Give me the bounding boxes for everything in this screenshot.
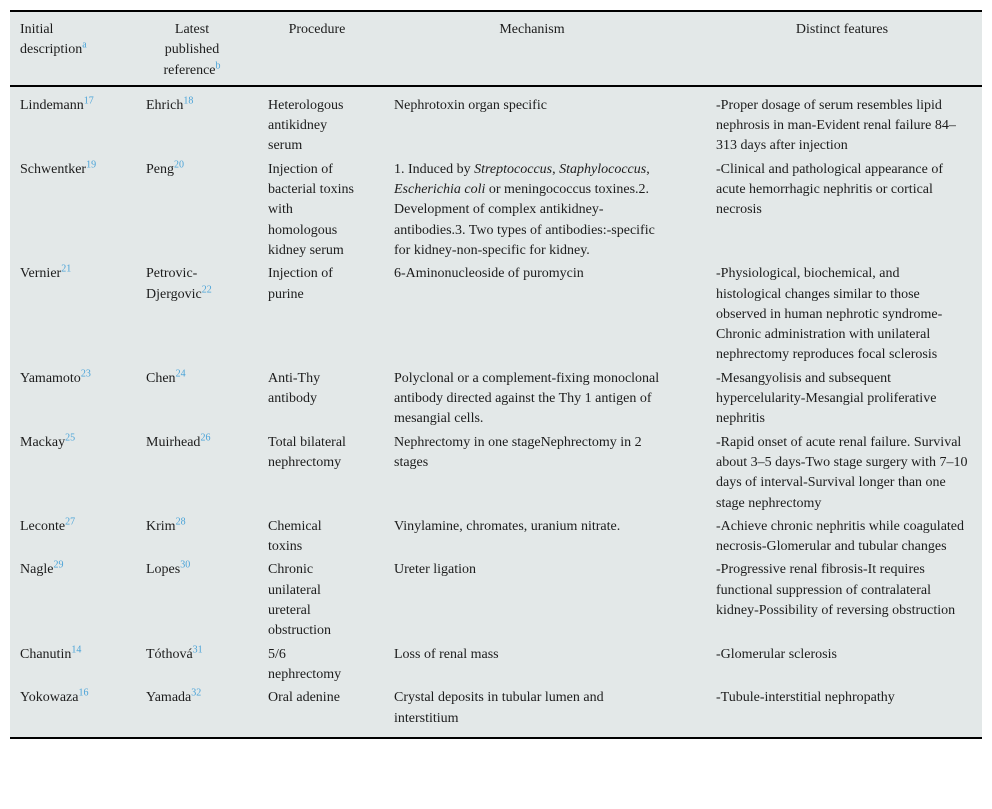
mechanism-cell bbox=[388, 159, 710, 263]
table-row bbox=[10, 368, 982, 432]
procedure-cell: Chronic unilateral ureteral obstruction bbox=[268, 562, 331, 639]
table-body bbox=[10, 86, 982, 738]
table-row bbox=[10, 687, 982, 738]
col-header-latest-reference bbox=[138, 11, 260, 86]
table-row bbox=[10, 516, 982, 560]
initial-description-cell bbox=[10, 516, 138, 560]
procedure-cell: Total bilateral nephrectomy bbox=[268, 434, 346, 470]
latest-author-name: Peng bbox=[146, 161, 174, 177]
mechanism-text: , bbox=[646, 161, 650, 177]
col-header-initial-description bbox=[10, 11, 138, 86]
mechanism-text: or meningococcus toxines.2. Development of complex antikidney-antibodies.3. Two types of antibodies:-specific for kidney-non-specific for kidney. bbox=[394, 182, 655, 258]
initial-description-cell bbox=[10, 687, 138, 738]
col-header-latest-reference-label: Latest published reference bbox=[163, 22, 220, 78]
citation-reference-link[interactable]: 22 bbox=[201, 283, 212, 295]
mechanism-text-italic: Escherichia coli bbox=[394, 182, 486, 198]
mechanism-text: 6-Aminonucleoside of puromycin bbox=[394, 266, 584, 282]
mechanism-text: Polyclonal or a complement-fixing monoclonal antibody directed against the Thy 1 antigen of mesangial cells. bbox=[394, 370, 660, 427]
col-header-distinct-features bbox=[710, 11, 982, 86]
citation-reference-link[interactable]: 18 bbox=[183, 95, 194, 107]
initial-author-name: Nagle bbox=[20, 562, 54, 578]
mechanism-text: Nephrotoxin organ specific bbox=[394, 97, 547, 113]
latest-author-name: Yamada bbox=[146, 690, 192, 706]
animal-model-reference-table bbox=[10, 10, 982, 739]
citation-reference-link[interactable]: 32 bbox=[191, 687, 202, 699]
mechanism-text: Vinylamine, chromates, uranium nitrate. bbox=[394, 518, 621, 534]
initial-description-cell bbox=[10, 159, 138, 263]
features-cell: -Progressive renal fibrosis-It requires functional suppression of contralateral kidney-Possibility of reversing obstruction bbox=[716, 562, 956, 619]
mechanism-cell bbox=[388, 644, 710, 688]
citation-reference-link[interactable]: 26 bbox=[200, 431, 211, 443]
latest-reference-cell bbox=[138, 368, 260, 432]
citation-reference-link[interactable]: 31 bbox=[192, 643, 203, 655]
latest-reference-cell bbox=[138, 687, 260, 738]
features-cell: -Tubule-interstitial nephropathy bbox=[716, 690, 895, 706]
mechanism-cell bbox=[388, 263, 710, 367]
initial-description-cell bbox=[10, 644, 138, 688]
citation-reference-link[interactable]: 27 bbox=[65, 516, 76, 528]
mechanism-cell bbox=[388, 368, 710, 432]
latest-reference-cell bbox=[138, 159, 260, 263]
table-row bbox=[10, 263, 982, 367]
latest-author-name: Ehrich bbox=[146, 97, 184, 113]
citation-reference-link[interactable]: 28 bbox=[175, 516, 186, 528]
latest-reference-cell bbox=[138, 516, 260, 560]
latest-reference-cell bbox=[138, 644, 260, 688]
initial-author-name: Schwentker bbox=[20, 161, 87, 177]
table-row bbox=[10, 159, 982, 263]
mechanism-cell bbox=[388, 687, 710, 738]
col-header-distinct-features-label: Distinct features bbox=[795, 22, 889, 37]
procedure-cell: Injection of purine bbox=[268, 266, 333, 302]
initial-author-name: Mackay bbox=[20, 434, 66, 450]
features-cell: -Proper dosage of serum resembles lipid nephrosis in man-Evident renal failure 84–313 days after injection bbox=[716, 97, 956, 154]
col-header-initial-description-label: Initial description bbox=[20, 22, 83, 58]
header-row bbox=[10, 11, 982, 86]
latest-author-name: Lopes bbox=[146, 562, 181, 578]
citation-reference-link[interactable]: 25 bbox=[65, 431, 76, 443]
initial-description-cell bbox=[10, 368, 138, 432]
citation-reference-link[interactable]: 21 bbox=[61, 263, 72, 275]
features-cell: -Clinical and pathological appearance of acute hemorrhagic nephritis or cortical necrosis bbox=[716, 161, 944, 218]
initial-description-cell bbox=[10, 559, 138, 643]
initial-description-cell bbox=[10, 86, 138, 159]
features-cell: -Glomerular sclerosis bbox=[716, 646, 837, 662]
mechanism-text: Loss of renal mass bbox=[394, 646, 499, 662]
citation-reference-link[interactable]: 14 bbox=[71, 643, 82, 655]
mechanism-cell bbox=[388, 516, 710, 560]
procedure-cell: Anti-Thy antibody bbox=[268, 370, 321, 407]
col-header-procedure-label: Procedure bbox=[288, 22, 346, 37]
features-cell: -Physiological, biochemical, and histological changes similar to those observed in human nephrotic syndrome-Chronic administration with unilateral nephrectomy reproduces focal sclerosis bbox=[716, 266, 943, 363]
latest-author-name: Tóthová bbox=[146, 646, 193, 662]
initial-author-name: Lindemann bbox=[20, 97, 84, 113]
citation-reference-link[interactable]: 23 bbox=[80, 368, 91, 380]
mechanism-text: Crystal deposits in tubular lumen and interstitium bbox=[394, 690, 604, 726]
citation-reference-link[interactable]: 30 bbox=[180, 559, 191, 571]
latest-reference-cell bbox=[138, 432, 260, 516]
features-cell: -Mesangyolisis and subsequent hypercelularity-Mesangial proliferative nephritis bbox=[716, 370, 937, 427]
mechanism-text: Ureter ligation bbox=[394, 562, 477, 578]
citation-reference-link[interactable]: 16 bbox=[78, 687, 89, 699]
latest-author-name: Muirhead bbox=[146, 434, 201, 450]
footnote-marker-b[interactable]: b bbox=[215, 59, 221, 71]
mechanism-text-italic: Staphylococcus bbox=[559, 161, 647, 177]
latest-reference-cell bbox=[138, 86, 260, 159]
mechanism-text-italic: Streptococcus bbox=[474, 161, 553, 177]
citation-reference-link[interactable]: 24 bbox=[175, 368, 186, 380]
table-row bbox=[10, 559, 982, 643]
mechanism-cell bbox=[388, 86, 710, 159]
procedure-cell: Oral adenine bbox=[268, 690, 340, 706]
footnote-marker-a[interactable]: a bbox=[82, 39, 87, 51]
col-header-mechanism bbox=[388, 11, 710, 86]
latest-author-name: Krim bbox=[146, 518, 176, 534]
initial-description-cell bbox=[10, 432, 138, 516]
table-row bbox=[10, 86, 982, 159]
latest-reference-cell bbox=[138, 263, 260, 367]
initial-author-name: Yokowaza bbox=[20, 690, 79, 706]
citation-reference-link[interactable]: 20 bbox=[174, 159, 184, 171]
citation-reference-link[interactable]: 19 bbox=[86, 159, 97, 171]
initial-author-name: Yamamoto bbox=[20, 370, 81, 386]
col-header-procedure bbox=[260, 11, 388, 86]
mechanism-text: , bbox=[552, 161, 560, 177]
initial-author-name: Leconte bbox=[20, 518, 66, 534]
col-header-mechanism-label: Mechanism bbox=[499, 22, 565, 37]
citation-reference-link[interactable]: 17 bbox=[83, 95, 94, 107]
initial-author-name: Vernier bbox=[20, 266, 62, 282]
mechanism-text: Nephrectomy in one stageNephrectomy in 2 stages bbox=[394, 434, 642, 470]
table-row bbox=[10, 644, 982, 688]
features-cell: -Rapid onset of acute renal failure. Survival about 3–5 days-Two stage surgery with 7–10 days of interval-Survival longer than one stage nephrectomy bbox=[716, 434, 968, 511]
initial-author-name: Chanutin bbox=[20, 646, 72, 662]
initial-description-cell bbox=[10, 263, 138, 367]
latest-author-name: Chen bbox=[146, 370, 176, 386]
procedure-cell: Chemical toxins bbox=[268, 518, 322, 555]
table-row bbox=[10, 432, 982, 516]
mechanism-cell bbox=[388, 432, 710, 516]
mechanism-cell bbox=[388, 559, 710, 643]
procedure-cell: Heterologous antikidney serum bbox=[268, 97, 344, 154]
citation-reference-link[interactable]: 29 bbox=[53, 559, 64, 571]
animal-model-table-wrapper bbox=[10, 10, 982, 739]
features-cell: -Achieve chronic nephritis while coagulated necrosis-Glomerular and tubular changes bbox=[716, 518, 965, 555]
procedure-cell: Injection of bacterial toxins with homologous kidney serum bbox=[268, 161, 354, 258]
procedure-cell: 5/6 nephrectomy bbox=[268, 646, 342, 682]
mechanism-text: 1. Induced by bbox=[394, 161, 475, 177]
latest-author-name: Petrovic-Djergovic bbox=[146, 266, 202, 302]
latest-reference-cell bbox=[138, 559, 260, 643]
